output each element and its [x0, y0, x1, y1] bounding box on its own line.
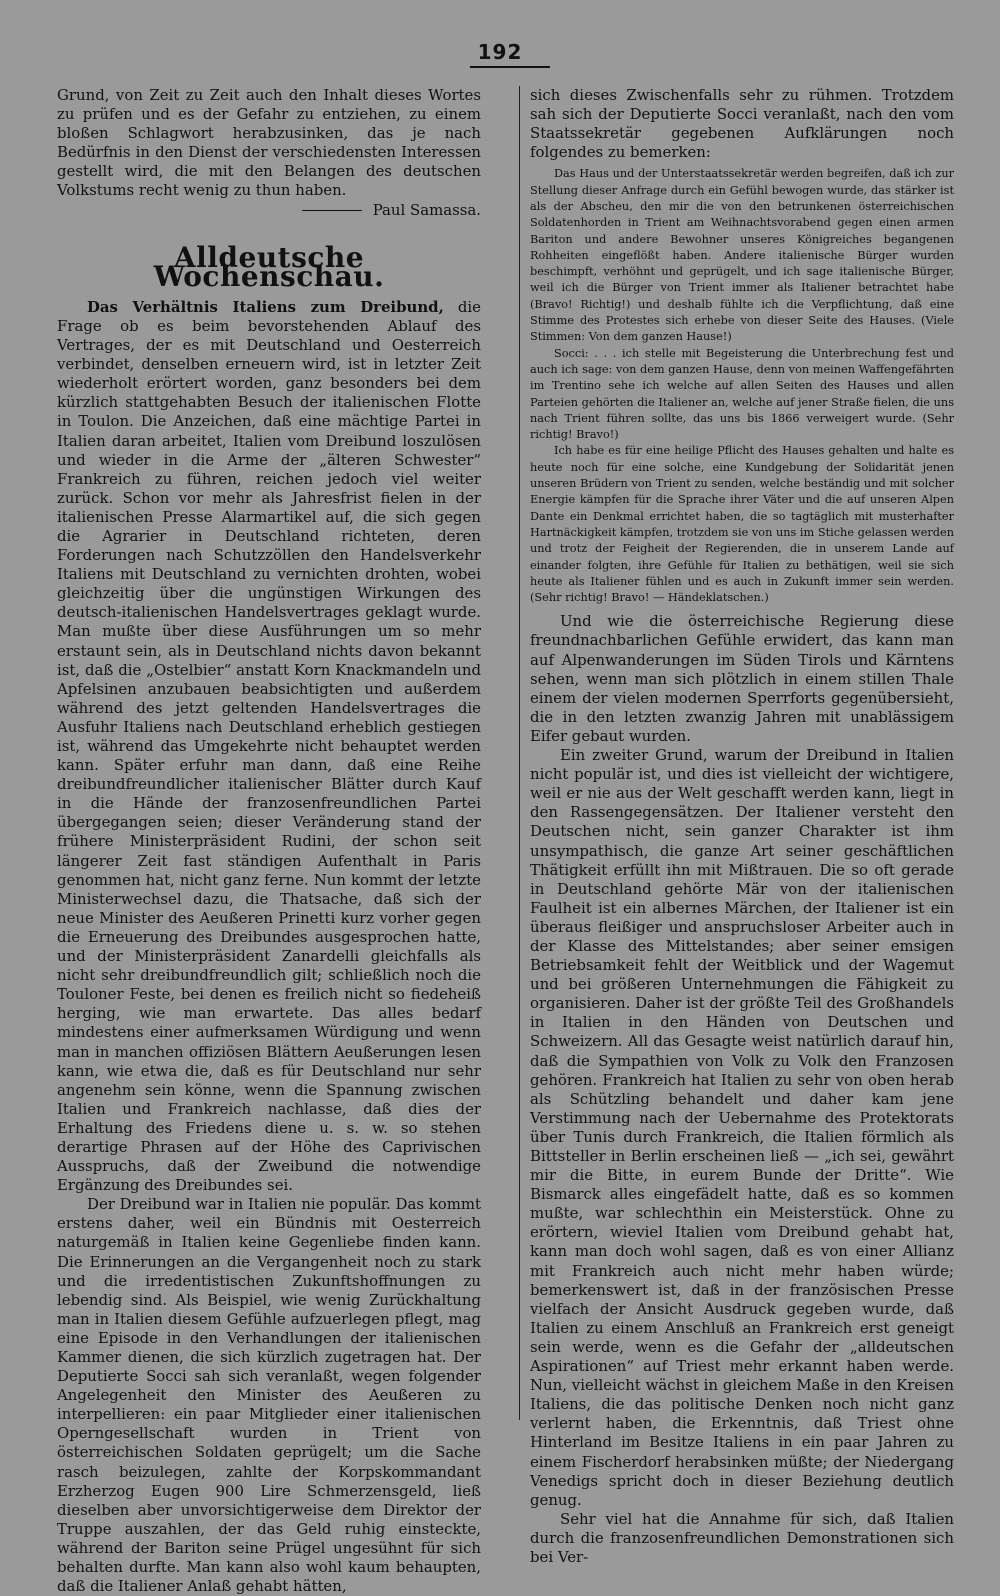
- short-rule: [302, 210, 362, 211]
- paragraph: [57, 298, 481, 1195]
- paragraph: Sehr viel hat die Annahme für sich, daß Italien durch die franzosenfreundlichen Demonstrationen sich bei Ver-: [530, 1509, 954, 1566]
- continuation-paragraph: sich dieses Zwischenfalls sehr zu rühmen. Trotzdem sah sich der Deputierte Socci veranlaßt, nach den vom Staatssekretär gegebenen Aufklärungen noch folgendes zu bemerken:: [530, 86, 954, 162]
- column-divider: [519, 86, 520, 1420]
- quote-paragraph: Das Haus und der Unterstaatssekretär werden begreifen, daß ich zur Stellung dieser Anfrage durch ein Gefühl bewogen wurde, das stärker ist als der Abscheu, den mir die von den betrunkenen österreichischen Soldatenhorden in Trient am Weihnachtsvorabend gegen einen armen Bariton und andere Bewohner unseres Königreiches begangenen Rohheiten eingeflößt haben. Andere italienische Bürger wurden beschimpft, verhöhnt und geprügelt, und ich sage italienische Bürger, weil ich die Bürger von Trient immer als Italiener betrachtet habe (Bravo! Richtig!) und deshalb fühlte ich die Verpflichtung, daß eine Stimme des Protestes sich erhebe von dieser Seite des Hauses. (Viele Stimmen: Von dem ganzen Hause!): [530, 167, 954, 344]
- lead-phrase: Das Verhältnis Italiens zum Dreibund,: [87, 297, 444, 316]
- quote-paragraph: Ich habe es für eine heilige Pflicht des Hauses gehalten und halte es heute noch für eine solche, eine Kundgebung der Solidarität jenen unseren Brüdern von Trient zu senden, welche beständig und mit solcher Energie kämpfen für die Sprache ihrer Väter und die auf unseren Alpen Dante ein Denkmal errichtet haben, die so tagtäglich mit musterhafter Hartnäckigkeit kämpfen, trotzdem sie von uns im Stiche gelassen werden und trotz der Feigheit der Regierenden, die in unserem Lande auf einander folgten, ihre Gefühle für Italien zu bethätigen, weil sie sich heute als Italiener fühlen und es auch in Zukunft immer sein werden. (Sehr richtig! Bravo! — Händeklatschen.): [530, 444, 954, 605]
- continuation-paragraph: Grund, von Zeit zu Zeit auch den Inhalt dieses Wortes zu prüfen und es der Gefahr zu entziehen, zu einem bloßen Schlagwort herabzusinken, das je nach Bedürfnis in den Dienst der verschiedensten Interessen gestellt wird, die mit den Belangen des deutschen Volkstums recht wenig zu thun haben.: [57, 86, 481, 200]
- paragraph: Und wie die österreichische Regierung diese freundnachbarlichen Gefühle erwidert, das kann man auf Alpenwanderungen im Süden Tirols und Kärntens sehen, wenn man sich plötzlich in einem stillen Thale einem der vielen modernen Sperrforts gegenübersieht, die in den letzten zwanzig Jahren mit unablässigem Eifer gebaut wurden.: [530, 612, 954, 745]
- quoted-speech: [530, 166, 954, 606]
- page-number: 192: [477, 40, 523, 64]
- author-line: [57, 201, 481, 220]
- paragraph: Der Dreibund war in Italien nie populär. Das kommt erstens daher, weil ein Bündnis mit Oesterreich naturgemäß in Italien keine Gegenliebe finden kann. Die Erinnerungen an die Vergangenheit noch zu stark und die irredentistischen Zukunftshoffnungen zu lebendig sind. Als Beispiel, wie wenig Zurückhaltung man in Italien diesem Gefühle aufzuerlegen pflegt, mag eine Episode in den Verhandlungen der italienischen Kammer dienen, die sich kürzlich zugetragen hat. Der Deputierte Socci sah sich veranlaßt, wegen folgender Angelegenheit den Minister des Aeußeren zu interpellieren: ein paar Mitglieder einer italienischen Operngesellschaft wurden in Trient von österreichischen Soldaten geprügelt; um die Sache rasch beizulegen, zahlte der Korpskommandant Erzherzog Eugen 900 Lire Schmerzensgeld, ließ dieselben aber unvorsichtigerweise dem Direktor der Truppe auszahlen, der das Geld ruhig einsteckte, während der Bariton seine Prügel ungesühnt für sich behalten durfte. Man kann also wohl kaum behaupten, daß die Italiener Anlaß gehabt hätten,: [57, 1195, 481, 1596]
- page-number-rule: [470, 66, 550, 68]
- right-column: [530, 86, 954, 1567]
- left-column: [57, 86, 481, 1596]
- paragraph-text: die Frage ob es beim bevorstehenden Ablauf des Vertrages, der es mit Deutschland und Oesterreich verbindet, denselben erneuern wird, ist in letzter Zeit wiederholt erörtert worden, ganz besonders bei dem kürzlich stattgehabten Besuch der italienischen Flotte in Toulon. Die Anzeichen, daß eine mächtige Partei in Italien daran arbeitet, Italien vom Dreibund loszulösen und wieder in die Arme der „älteren Schwester“ Frankreich zu führen, reichen jedoch viel weiter zurück. Schon vor mehr als Jahresfrist fielen in der italienischen Presse Alarmartikel auf, die sich gegen die Agrarier in Deutschland richteten, deren Forderungen nach Schutzzöllen den Handelsverkehr Italiens mit Deutschland zu vernichten drohten, wobei gleichzeitig über die ungünstigen Wirkungen des deutsch-italienischen Handelsvertrages geklagt wurde. Man mußte über diese Ausführungen um so mehr erstaunt sein, als in Deutschland nichts davon bekannt ist, daß die „Ostelbier“ anstatt Korn Knackmandeln und Apfelsinen anzubauen beabsichtigten und außerdem während des jetzt geltenden Handelsvertrages die Ausfuhr Italiens nach Deutschland erheblich gestiegen ist, während das Umgekehrte nicht behauptet werden kann. Später erfuhr man dann, daß eine Reihe dreibundfreundlicher italienischer Blätter durch Kauf in die Hände der franzosenfreundlichen Partei übergegangen seien; dieser Veränderung stand der frühere Ministerpräsident Rudini, der schon seit längerer Zeit fast ständigen Aufenthalt in Paris genommen hat, nicht ganz ferne. Nun kommt der letzte Ministerwechsel dazu, die Thatsache, daß sich der neue Minister des Aeußeren Prinetti kurz vorher gegen die Erneuerung des Dreibundes ausgesprochen hatte, und der Ministerpräsident Zanardelli gleichfalls als nicht sehr dreibundfreundlich gilt; schließlich noch die Touloner Feste, bei denen es freilich nicht so fiedeheiß herging, wie man erwartete. Das alles bedarf mindestens einer aufmerksamen Würdigung und wenn man in manchen offiziösen Blättern Aeußerungen lesen kann, wie etwa die, daß es für Deutschland nur sehr angenehm sein könne, wenn die Spannung zwischen Italien und Frankreich nachlasse, daß dies der Erhaltung des Friedens diene u. s. w. so stehen derartige Phrasen auf der Höhe des Caprivischen Ausspruchs, daß der Zweibund die notwendige Ergänzung des Dreibundes sei.: [57, 297, 481, 1195]
- section-heading: Alldeutsche Wochenschau.: [153, 240, 385, 293]
- paragraph: Ein zweiter Grund, warum der Dreibund in Italien nicht populär ist, und dies ist vielleicht der wichtigere, weil er nie aus der Welt geschafft werden kann, liegt in den Rassengegensätzen. Der Italiener versteht den Deutschen nicht, sein ganzer Charakter ist ihm unsympathisch, die ganze Art seiner geschäftlichen Thätigkeit erfüllt ihn mit Mißtrauen. Die so oft gerade in Deutschland gehörte Mär von der italienischen Faulheit ist ein albernes Märchen, der Italiener ist ein überaus fleißiger und anspruchsloser Arbeiter auch in der Klasse des Mittelstandes; aber seiner emsigen Betriebsamkeit fehlt der Weitblick und der Wagemut und bei größeren Unternehmungen die Fähigkeit zu organisieren. Daher ist der größte Teil des Großhandels in Italien in den Händen von Deutschen und Schweizern. All das Gesagte weist natürlich darauf hin, daß die Sympathien von Volk zu Volk den Franzosen gehören. Frankreich hat Italien zu sehr von oben herab als Schützling behandelt und daher kam jene Verstimmung nach der Uebernahme des Protektorats über Tunis durch Frankreich, die Italien förmlich als Bittsteller in Berlin erscheinen ließ — „ich sei, gewährt mir die Bitte, in eurem Bunde der Dritte“. Wie Bismarck alles eingefädelt hatte, daß es so kommen mußte, war schlechthin ein Meisterstück. Ohne zu erörtern, wieviel Italien vom Dreibund gehabt hat, kann man doch wohl sagen, daß es von einer Allianz mit Frankreich auch nicht mehr haben würde; bemerkenswert ist, daß in der französischen Presse vielfach der Ansicht Ausdruck gegeben wurde, daß Italien zu einem Anschluß an Frankreich erst geneigt sein werde, wenn es die Gefahr der „alldeutschen Aspirationen“ auf Triest mehr erkannt haben werde. Nun, vielleicht wächst in gleichem Maße in den Kreisen Italiens, die das politische Denken noch nicht ganz verlernt haben, die Erkenntnis, daß Triest ohne Hinterland im Besitze Italiens in ein paar Jahren zu einem Fischerdorf herabsinken müßte; der Niedergang Venedigs spricht doch in dieser Beziehung deutlich genug.: [530, 746, 954, 1509]
- author-name: Paul Samassa.: [372, 200, 481, 219]
- quote-paragraph: Socci: . . . ich stelle mit Begeisterung die Unterbrechung fest und auch ich sage: von dem ganzen Hause, denn von meinen Waffengefährten im Trentino sehe ich welche auf allen Seiten des Hauses und allen Parteien gehörten die Italiener an, welche auf jener Straße fielen, die uns nach Trient führen sollte, das uns bis 1866 verweigert wurde. (Sehr richtig! Bravo!): [530, 346, 954, 442]
